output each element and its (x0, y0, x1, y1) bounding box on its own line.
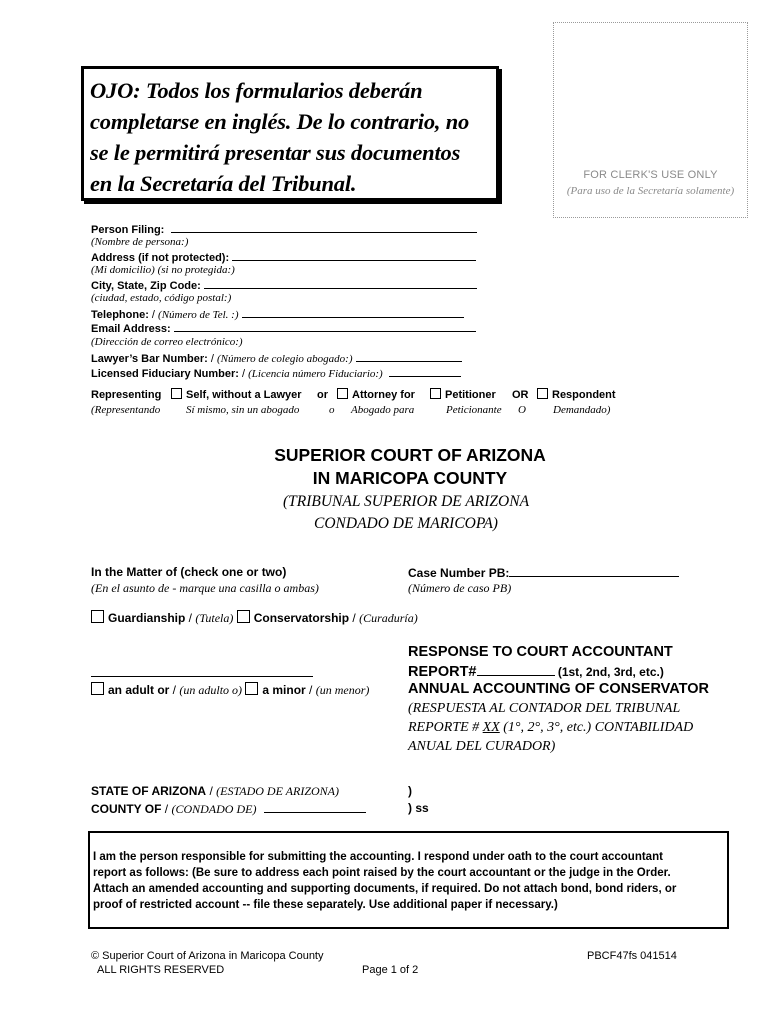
representing-label-es: (Representando (91, 404, 161, 416)
matter-label: In the Matter of (check one or two) (91, 565, 287, 579)
document-title-es-line: (RESPUESTA AL CONTADOR DEL TRIBUNAL (408, 701, 681, 716)
email-label: Email Address: (91, 323, 171, 335)
attorney-label: Attorney for (352, 389, 415, 401)
matter-label-es: (En el asunto de - marque una casilla o ambas) (91, 581, 319, 595)
minor-label: a minor (262, 683, 306, 697)
county-label: COUNTY OF (91, 802, 162, 816)
report-number-row (408, 662, 664, 681)
court-name-es-line: (TRIBUNAL SUPERIOR DE ARIZONA (282, 493, 530, 510)
document-subtitle: ANNUAL ACCOUNTING OF CONSERVATOR (408, 681, 710, 697)
attorney-checkbox[interactable] (337, 388, 348, 399)
statement-line: I am the person responsible for submitting the accounting. I respond under oath to the court accountant (93, 851, 663, 863)
state-row (91, 783, 339, 799)
notice-line: OJO: Todos los formularios deberán (90, 78, 423, 103)
report-es-number: XX (482, 720, 500, 735)
minor-label-es: (un menor) (315, 683, 370, 697)
case-number-label-es: (Número de caso PB) (408, 581, 512, 595)
footer-page-number: Page 1 of 2 (362, 964, 419, 976)
minor-sep: / (305, 683, 316, 697)
city-es: (ciudad, estado, código postal:) (91, 292, 232, 304)
report-number-label: REPORT# (408, 664, 477, 680)
respondent-checkbox[interactable] (537, 388, 548, 399)
notice-line: se le permitirá presentar sus documentos (90, 140, 461, 165)
clerk-box-title: FOR CLERK'S USE ONLY (583, 169, 718, 181)
person-filing-label: Person Filing: (91, 224, 165, 236)
conservatorship-checkbox[interactable] (237, 610, 250, 623)
or-text: or (317, 389, 328, 401)
report-number-field[interactable] (477, 662, 555, 676)
fiduciary-es: (Licencia número Fiduciario:) (248, 368, 383, 380)
petitioner-label-es: Peticionante (446, 404, 502, 416)
notice-line: en la Secretaría del Tribunal. (90, 171, 357, 196)
court-name (0, 444, 770, 490)
representing-attorney-option (337, 388, 415, 402)
conservatorship-label: Conservatorship (253, 611, 350, 625)
bar-number-label: Lawyer’s Bar Number: (91, 353, 211, 365)
state-label-es: (ESTADO DE ARIZONA) (216, 784, 340, 798)
bar-number-sep: / (210, 353, 217, 365)
case-number-label: Case Number PB: (408, 566, 510, 580)
telephone-label: Telephone: (91, 309, 152, 321)
adult-checkbox[interactable] (91, 682, 104, 695)
statement-line: report as follows: (Be sure to address each point raised by the court accountant or the judge in the Order. (93, 867, 671, 879)
state-label: STATE OF ARIZONA (91, 784, 207, 798)
document-title-es-line: ANUAL DEL CURADOR) (408, 739, 556, 754)
court-name-line: IN MARICOPA COUNTY (312, 468, 508, 488)
adult-sep: / (169, 683, 180, 697)
report-es-suffix: (1°, 2°, 3°, etc.) CONTABILIDAD (499, 720, 694, 735)
respondent-label-es: Demandado) (553, 404, 611, 416)
county-label-es: (CONDADO DE) (171, 802, 257, 816)
fiduciary-field[interactable] (389, 365, 461, 377)
address-es: (Mi domicilio) (si no protegida:) (91, 264, 235, 276)
representing-petitioner-option (430, 388, 496, 402)
venue-paren: ) (408, 784, 412, 798)
city-field[interactable] (204, 277, 477, 289)
clerk-use-box (553, 22, 748, 218)
person-filing-es: (Nombre de persona:) (91, 236, 189, 248)
fiduciary-label: Licensed Fiduciary Number: (91, 368, 242, 380)
representing-self-option (171, 388, 302, 402)
bar-number-es: (Número de colegio abogado:) (216, 353, 353, 365)
county-row (91, 800, 366, 817)
city-label: City, State, Zip Code: (91, 280, 201, 292)
telephone-field[interactable] (242, 306, 464, 318)
fiduciary-sep: / (241, 368, 249, 380)
or-text-2-es: O (518, 404, 526, 416)
or-text-2: OR (512, 389, 529, 401)
document-title-es-line (408, 718, 693, 737)
person-filing-field[interactable] (171, 221, 477, 233)
statement-box (88, 831, 729, 929)
conservatorship-sep: / (349, 611, 360, 625)
case-number-row (408, 564, 679, 581)
respondent-label: Respondent (552, 389, 616, 401)
email-field[interactable] (174, 320, 476, 332)
notice-line: completarse en inglés. De lo contrario, no (90, 109, 470, 134)
footer-copyright: © Superior Court of Arizona in Maricopa County (91, 950, 324, 962)
self-checkbox[interactable] (171, 388, 182, 399)
guardianship-sep: / (185, 611, 196, 625)
telephone-sep: / (151, 309, 159, 321)
notice-text (90, 75, 488, 199)
ward-age-row (91, 682, 369, 698)
petitioner-label: Petitioner (445, 389, 496, 401)
court-name-line: SUPERIOR COURT OF ARIZONA (274, 445, 546, 465)
self-label-es: Sí mismo, sin un abogado (186, 404, 300, 416)
report-ordinal-hint: (1st, 2nd, 3rd, etc.) (554, 665, 664, 679)
statement-line: Attach an amended accounting and supporting documents, if required. Do not attach bond, bond riders, or (93, 883, 677, 895)
fiduciary-row (91, 365, 461, 381)
adult-label-es: (un adulto o) (179, 683, 243, 697)
document-title-es (408, 699, 693, 756)
county-sep: / (161, 802, 172, 816)
state-sep: / (206, 784, 217, 798)
ward-name-field[interactable] (91, 676, 313, 677)
footer-rights: ALL RIGHTS RESERVED (97, 964, 225, 976)
court-name-es-line: CONDADO DE MARICOPA) (314, 515, 498, 532)
attorney-label-es: Abogado para (351, 404, 415, 416)
court-name-es (0, 491, 770, 535)
telephone-es: (Número de Tel. :) (158, 309, 239, 321)
clerk-box-subtitle: (Para uso de la Secretaría solamente) (566, 185, 735, 197)
petitioner-checkbox[interactable] (430, 388, 441, 399)
email-es: (Dirección de correo electrónico:) (91, 336, 243, 348)
document-title: RESPONSE TO COURT ACCOUNTANT (408, 644, 673, 660)
report-es-prefix: REPORTE # (408, 720, 483, 735)
guardianship-label-es: (Tutela) (195, 611, 234, 625)
address-label: Address (if not protected): (91, 252, 230, 264)
conservatorship-label-es: (Curaduría) (359, 611, 418, 625)
adult-label: an adult or (108, 683, 170, 697)
matter-type-row (91, 610, 418, 626)
guardianship-checkbox[interactable] (91, 610, 104, 623)
notice-box (81, 66, 499, 201)
representing-respondent-option (537, 388, 616, 402)
representing-label: Representing (91, 389, 162, 401)
email-row (91, 320, 476, 336)
address-field[interactable] (232, 249, 476, 261)
self-label: Self, without a Lawyer (186, 389, 302, 401)
footer-form-code: PBCF47fs 041514 (587, 950, 677, 962)
statement-line: proof of restricted account -- file these separately. Use additional paper if necessary.) (93, 899, 558, 911)
county-field[interactable] (264, 800, 366, 813)
venue-ss: ) ss (408, 801, 429, 815)
case-number-field[interactable] (509, 564, 679, 577)
bar-number-row (91, 350, 462, 366)
bar-number-field[interactable] (356, 350, 462, 362)
guardianship-label: Guardianship (108, 611, 186, 625)
minor-checkbox[interactable] (245, 682, 258, 695)
or-text-es: o (329, 404, 335, 416)
